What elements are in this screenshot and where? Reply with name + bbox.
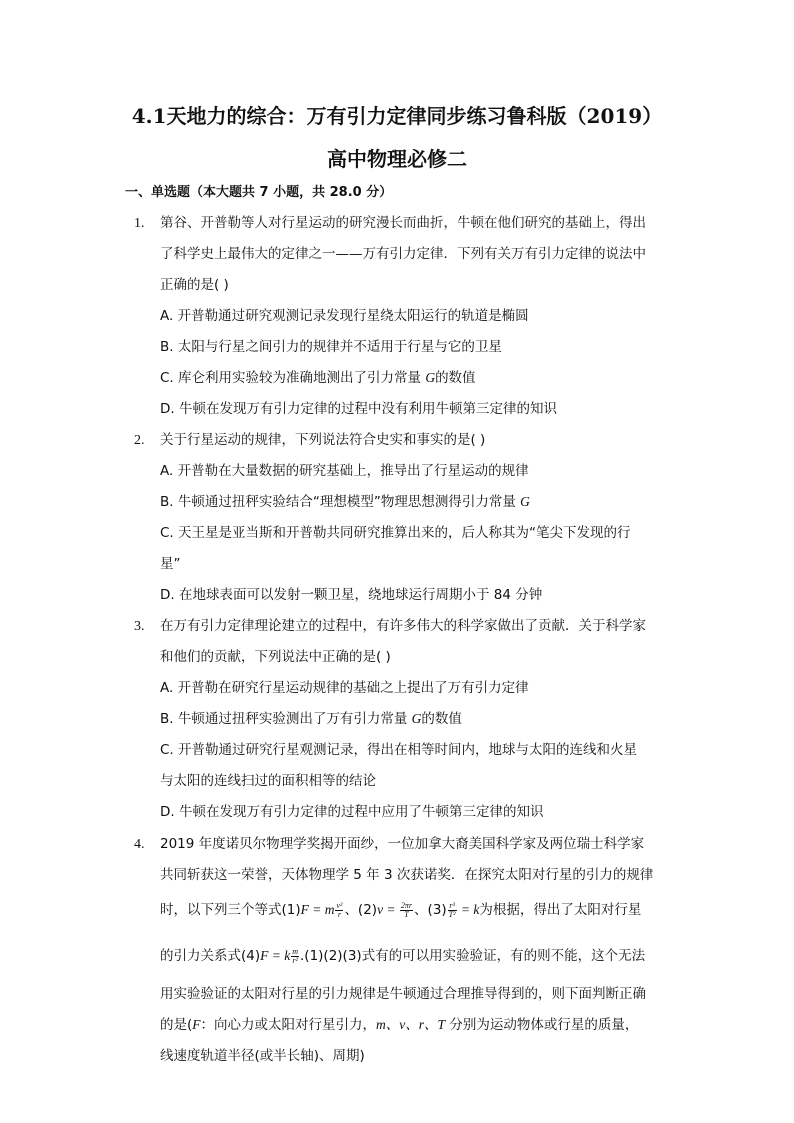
question-3-line-1: 在万有引力定律理论建立的过程中，有许多伟大的科学家做出了贡献．关于科学家	[160, 618, 646, 634]
q4-sep: 、(3)	[414, 902, 447, 918]
eq4-denominator: r²	[292, 955, 298, 965]
eq2-denominator: T	[404, 909, 409, 919]
question-1-line-3: 正确的是( )	[160, 277, 229, 293]
option-b-text-end: 的数值	[421, 711, 462, 727]
eq4-lhs: F = k	[260, 948, 291, 963]
option-b-var: G	[520, 494, 530, 509]
question-1-number: 1.	[134, 216, 145, 231]
question-3-option-c: C. 开普勒通过研究行星观测记录，得出在相等时间内，地球与太阳的连线和火星	[160, 742, 638, 758]
question-4-number: 4.	[134, 837, 145, 852]
question-2-line-1: 关于行星运动的规律，下列说法符合史实和事实的是( )	[160, 432, 486, 448]
question-4-line-4	[160, 947, 645, 965]
question-4-line-1: 2019 年度诺贝尔物理学奖揭开面纱，一位加拿大裔美国科学家及两位瑞士科学家	[160, 836, 645, 852]
question-3-option-b	[160, 710, 462, 728]
q4-vars: m、v、r、T	[376, 1017, 446, 1032]
page-subtitle: 高中物理必修二	[327, 147, 467, 171]
question-3-number: 3.	[134, 619, 145, 634]
question-1-option-b: B. 太阳与行星之间引力的规律并不适用于行星与它的卫星	[160, 339, 502, 355]
option-b-var: G	[411, 711, 422, 726]
eq3-numerator: r³	[449, 900, 455, 910]
q4-sep: 、(2)	[344, 902, 378, 918]
q4-text: 分别为运动物体或行星的质量，	[445, 1017, 639, 1033]
question-1-line-1: 第谷、开普勒等人对行星运动的研究漫长而曲折，牛顿在他们研究的基础上，得出	[160, 215, 646, 231]
q4-text: 的引力关系式(4)	[160, 948, 261, 964]
eq1-numerator: v²	[336, 900, 343, 910]
question-3-line-2: 和他们的贡献，下列说法中正确的是( )	[160, 649, 391, 665]
eq1-fraction	[335, 902, 343, 919]
question-3-option-a: A. 开普勒在研究行星运动规律的基础之上提出了万有引力定律	[160, 680, 529, 696]
question-3-option-c-cont: 与太阳的连线扫过的面积相等的结论	[160, 773, 376, 789]
q4-text: ：向心力或太阳对行星引力，	[200, 1017, 377, 1033]
option-c-text: C. 库仑利用实验较为准确地测出了引力常量	[160, 370, 426, 386]
question-4-line-3	[160, 901, 641, 919]
question-1-option-c	[160, 369, 476, 387]
q4-var-f: F	[192, 1017, 201, 1032]
section-heading: 一、单选题（本大题共 7 小题，共 28.0 分）	[125, 185, 393, 200]
option-c-text-end: 的数值	[435, 370, 476, 386]
eq4-numerator: m	[292, 946, 299, 956]
eq1-denominator: r	[337, 909, 342, 919]
q4-text: 时，以下列三个等式(1)	[160, 902, 301, 918]
q4-text: 为根据，得出了太阳对行星	[479, 902, 642, 918]
q4-text: .(1)(2)(3)式有的可以用实验验证，有的则不能，这个无法	[300, 948, 646, 964]
eq1-lhs: F = m	[300, 902, 335, 917]
eq2-numerator: 2πr	[400, 900, 413, 910]
option-b-text: B. 牛顿通过扭秤实验结合“理想模型”物理思想测得引力常量	[160, 494, 521, 510]
eq2-lhs: v =	[377, 902, 399, 917]
eq3-rhs: = k	[457, 902, 480, 917]
question-4-line-2: 共同斩获这一荣誉，天体物理学 5 年 3 次获诺奖．在探究太阳对行星的引力的规律	[160, 867, 654, 883]
question-4-line-6	[160, 1016, 638, 1034]
question-1-line-2: 了科学史上最伟大的定律之一——万有引力定律．下列有关万有引力定律的说法中	[160, 246, 646, 262]
question-2-option-d: D. 在地球表面可以发射一颗卫星，绕地球运行周期小于 84 分钟	[160, 587, 543, 603]
eq3-denominator: T²	[448, 909, 456, 919]
page-title: 4.1天地力的综合：万有引力定律同步练习鲁科版（2019）	[131, 104, 663, 128]
option-c-var: G	[425, 370, 436, 385]
question-3-option-d: D. 牛顿在发现万有引力定律的过程中应用了牛顿第三定律的知识	[160, 804, 544, 820]
question-2-option-c-cont: 星”	[160, 556, 181, 572]
question-2-option-c: C. 天王星是亚当斯和开普勒共同研究推算出来的，后人称其为“笔尖下发现的行	[160, 525, 631, 541]
eq4-fraction	[291, 948, 299, 965]
question-2-number: 2.	[134, 433, 145, 448]
question-2-option-a: A. 开普勒在大量数据的研究基础上，推导出了行星运动的规律	[160, 463, 529, 479]
eq2-fraction	[400, 902, 413, 919]
question-4-line-7: 线速度轨道半径(或半长轴)、周期)	[160, 1048, 365, 1064]
question-1-option-a: A. 开普勒通过研究观测记录发现行星绕太阳运行的轨道是椭圆	[160, 308, 529, 324]
question-4-line-5: 用实验验证的太阳对行星的引力规律是牛顿通过合理推导得到的，则下面判断正确	[160, 986, 646, 1002]
option-b-text: B. 牛顿通过扭秤实验测出了万有引力常量	[160, 711, 412, 727]
question-1-option-d: D. 牛顿在发现万有引力定律的过程中没有利用牛顿第三定律的知识	[160, 401, 557, 417]
q4-text: 的是(	[160, 1017, 193, 1033]
question-2-option-b	[160, 493, 530, 511]
eq3-fraction	[448, 902, 457, 919]
